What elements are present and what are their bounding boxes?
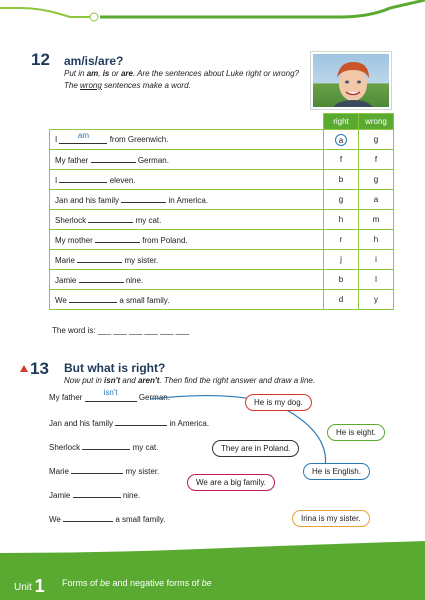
word-answer-line: The word is: ___ ___ ___ ___ ___ ___ [52,326,190,335]
answer-bubble[interactable]: He is my dog. [245,394,312,411]
sentence-cell: My father German. [50,150,324,170]
option-right[interactable]: j [324,250,359,270]
option-right[interactable]: b [324,170,359,190]
exercise-13-sentence: Sherlock my cat. [49,443,159,452]
option-wrong[interactable]: m [359,210,394,230]
option-wrong[interactable]: y [359,290,394,310]
exercise-13-sentence: We a small family. [49,515,166,524]
exercise-13-sentence: Marie my sister. [49,467,160,476]
option-right[interactable]: b [324,270,359,290]
answer-blank[interactable]: isn't [85,393,137,402]
answer-blank[interactable]: am [59,135,107,144]
exercise-12-title: am/is/are? [64,54,124,68]
sentence-cell: Jan and his family in America. [50,190,324,210]
page-footer [0,555,425,600]
exercise-13-sentence: My father isn't German. [49,388,170,402]
option-right[interactable]: r [324,230,359,250]
option-wrong[interactable]: l [359,270,394,290]
option-right[interactable]: g [324,190,359,210]
circled-choice: a [335,134,347,146]
exercise-13-title: But what is right? [64,361,166,375]
answer-bubble[interactable]: Irina is my sister. [292,510,370,527]
option-right[interactable]: h [324,210,359,230]
col-header-wrong: wrong [359,114,394,130]
answer-bubble[interactable]: He is English. [303,463,370,480]
answer-bubble[interactable]: He is eight. [327,424,385,441]
option-wrong[interactable]: i [359,250,394,270]
answer-bubble[interactable]: They are in Poland. [212,440,299,457]
option-wrong[interactable]: h [359,230,394,250]
option-wrong[interactable]: g [359,130,394,150]
unit-label: Unit 1 [14,576,45,596]
option-wrong[interactable]: g [359,170,394,190]
exercise-13-instruction: Now put in isn't and aren't. Then find the right answer and draw a line. [64,376,316,385]
sentence-cell: I eleven. [50,170,324,190]
sentence-cell: Jamie nine. [50,270,324,290]
col-header-right: right [324,114,359,130]
sentence-cell: Marie my sister. [50,250,324,270]
option-right[interactable]: f [324,150,359,170]
option-wrong[interactable]: a [359,190,394,210]
sentence-cell: We a small family. [50,290,324,310]
exercise-13-sentence: Jamie nine. [49,491,141,500]
option-right[interactable]: d [324,290,359,310]
exercise-12-instruction: Put in am, is or are. Are the sentences about Luke right or wrong? The wrong sentences make a word. [64,69,299,90]
sentence-cell: My mother from Poland. [50,230,324,250]
option-wrong[interactable]: f [359,150,394,170]
exercise-13-number: 13 [30,359,49,378]
unit-title: Forms of be and negative forms of be [62,578,212,588]
exercise-12-number: 12 [31,50,50,69]
answer-bubble[interactable]: We are a big family. [187,474,275,491]
sentence-cell: I am from Greenwich. [50,130,324,150]
sentence-cell: Sherlock my cat. [50,210,324,230]
exercise-13-sentence: Jan and his family in America. [49,419,210,428]
